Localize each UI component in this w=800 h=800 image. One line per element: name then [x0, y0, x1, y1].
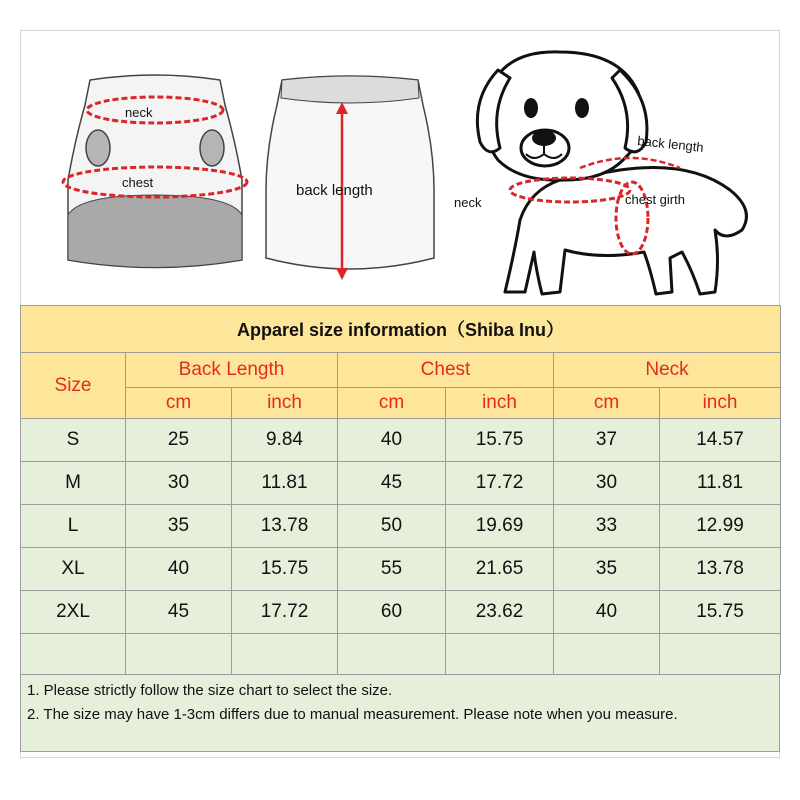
value-cell: 15.75: [660, 591, 781, 634]
unit-header: inch: [446, 388, 554, 419]
garment-front-illustration: [63, 75, 247, 268]
size-header: Size: [21, 353, 126, 419]
value-cell: 14.57: [660, 419, 781, 462]
size-cell: M: [21, 462, 126, 505]
value-cell: 11.81: [660, 462, 781, 505]
value-cell: 21.65: [446, 548, 554, 591]
size-table-section: [20, 305, 780, 752]
value-cell: 55: [338, 548, 446, 591]
value-cell: 33: [554, 505, 660, 548]
size-cell: XL: [21, 548, 126, 591]
size-cell: L: [21, 505, 126, 548]
value-cell: 23.62: [446, 591, 554, 634]
dog-illustration: [477, 52, 746, 294]
size-cell: S: [21, 419, 126, 462]
unit-header: cm: [126, 388, 232, 419]
table-row: [21, 419, 781, 462]
size-cell: 2XL: [21, 591, 126, 634]
value-cell: 40: [338, 419, 446, 462]
value-cell: 17.72: [232, 591, 338, 634]
empty-row: [21, 634, 781, 675]
value-cell: 40: [554, 591, 660, 634]
value-cell: 45: [126, 591, 232, 634]
garment-back-illustration: [266, 76, 434, 280]
value-cell: 25: [126, 419, 232, 462]
front-neck-label: neck: [125, 105, 153, 120]
value-cell: 35: [126, 505, 232, 548]
unit-header: inch: [660, 388, 781, 419]
measurement-diagram: [20, 30, 780, 305]
table-row: [21, 591, 781, 634]
value-cell: 17.72: [446, 462, 554, 505]
value-cell: 35: [554, 548, 660, 591]
value-cell: 37: [554, 419, 660, 462]
size-rows: [21, 419, 781, 634]
value-cell: 30: [554, 462, 660, 505]
dog-back-length-label: back length: [636, 133, 705, 155]
value-cell: 19.69: [446, 505, 554, 548]
unit-header: cm: [554, 388, 660, 419]
value-cell: 40: [126, 548, 232, 591]
note-line: 1. Please strictly follow the size chart to select the size.: [27, 682, 393, 699]
value-cell: 12.99: [660, 505, 781, 548]
value-cell: 13.78: [660, 548, 781, 591]
value-cell: 30: [126, 462, 232, 505]
value-cell: 13.78: [232, 505, 338, 548]
size-table: [20, 305, 781, 675]
chest-header: Chest: [338, 353, 554, 388]
back-length-header: Back Length: [126, 353, 338, 388]
table-row: [21, 462, 781, 505]
back-length-label: back length: [296, 182, 373, 199]
unit-header: cm: [338, 388, 446, 419]
value-cell: 15.75: [446, 419, 554, 462]
front-chest-label: chest: [122, 175, 154, 190]
table-row: [21, 505, 781, 548]
value-cell: 60: [338, 591, 446, 634]
dog-chest-girth-label: chest girth: [625, 192, 685, 207]
table-title: Apparel size information（Shiba Inu）: [21, 306, 781, 353]
value-cell: 11.81: [232, 462, 338, 505]
value-cell: 15.75: [232, 548, 338, 591]
table-row: [21, 548, 781, 591]
neck-header: Neck: [554, 353, 781, 388]
dog-neck-label: neck: [454, 195, 482, 210]
notes-box: [20, 675, 780, 752]
value-cell: 9.84: [232, 419, 338, 462]
value-cell: 45: [338, 462, 446, 505]
unit-header: inch: [232, 388, 338, 419]
note-line: 2. The size may have 1-3cm differs due to manual measurement. Please note when you measure.: [27, 706, 678, 723]
value-cell: 50: [338, 505, 446, 548]
